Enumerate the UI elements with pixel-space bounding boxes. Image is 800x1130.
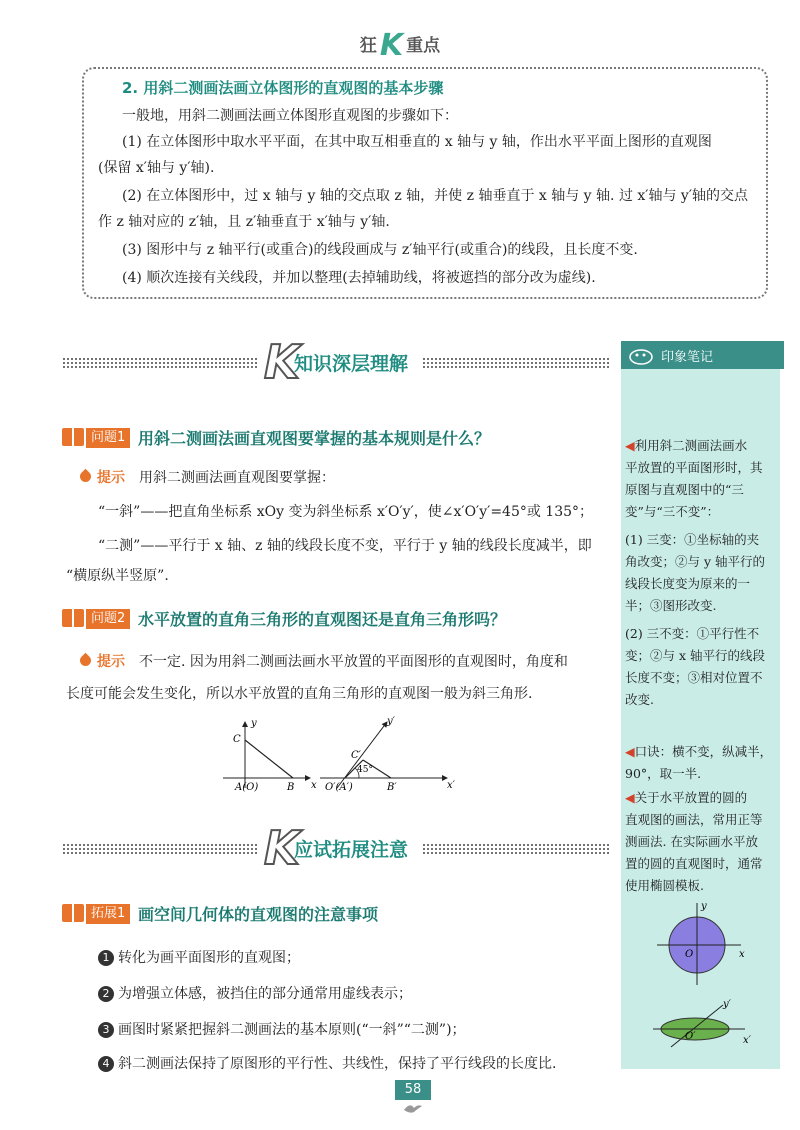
side-notes-title: 印象笔记 bbox=[661, 350, 714, 365]
number-badge: 3 bbox=[98, 1022, 114, 1038]
note-line: 90°，取一半. bbox=[625, 766, 702, 781]
label-x: x bbox=[311, 780, 317, 791]
label-b: B bbox=[287, 782, 295, 793]
q1-hint bbox=[80, 464, 335, 492]
note-line: 长度不变；③相对位置不 bbox=[625, 670, 763, 685]
question-title: 水平放置的直角三角形的直观图还是直角三角形吗？ bbox=[138, 610, 507, 629]
note-line: (2) 三不变：①平行性不 bbox=[625, 626, 760, 641]
ext-item-text: 转化为画平面图形的直观图； bbox=[118, 950, 300, 966]
extension-title: 画空间几何体的直观图的注意事项 bbox=[138, 905, 379, 924]
ext-item-text: 斜二测画法保持了原图形的平行性、共线性，保持了平行线段的长度比. bbox=[118, 1056, 557, 1072]
label-y: y bbox=[701, 901, 707, 912]
arrow-icon: ◀ bbox=[625, 438, 635, 453]
extension-tag: 拓展1 bbox=[86, 904, 130, 924]
note-line: (1) 三变：①坐标轴的夹 bbox=[625, 532, 760, 547]
side-note-4 bbox=[625, 741, 777, 785]
q1-line2: “二测”——平行于 x 轴、z 轴的线段长度不变，平行于 y 轴的线段长度减半，即 bbox=[98, 538, 592, 554]
banner-title: 应试拓展注意 bbox=[294, 839, 409, 861]
note-line: 测画法. 在实际画水平放 bbox=[625, 834, 758, 849]
ext-item-1 bbox=[98, 944, 300, 972]
label-y-prime: y′ bbox=[387, 716, 395, 727]
note-line: 半；③图形改变. bbox=[625, 598, 717, 613]
label-b-prime: B′ bbox=[387, 782, 397, 793]
banner-k-icon: K bbox=[264, 335, 300, 389]
q2-line2: 长度可能会发生变化，所以水平放置的直角三角形的直观图一般为斜三角形. bbox=[66, 686, 533, 702]
ellipse-figure bbox=[649, 995, 759, 1055]
ext-item-4 bbox=[98, 1050, 556, 1078]
note-line: 线段长度变为原来的一 bbox=[625, 576, 751, 591]
note-line: 改变. bbox=[625, 692, 654, 707]
q1-line3: “横原纵半竖原”. bbox=[66, 568, 169, 584]
note-line: 平放置的平面图形时，其 bbox=[625, 460, 763, 475]
side-note-1 bbox=[625, 435, 777, 523]
banner-dots-left bbox=[62, 843, 258, 855]
note-line: 直观图的画法，常用正等 bbox=[625, 812, 763, 827]
section-banner-knowledge bbox=[62, 335, 610, 389]
label-x-prime: x′ bbox=[447, 780, 455, 791]
q1-hint-text: 用斜二测画法画直观图要掌握： bbox=[139, 470, 335, 486]
section-banner-exam bbox=[62, 821, 610, 875]
question-1-heading bbox=[62, 426, 602, 450]
side-note-3 bbox=[625, 623, 777, 711]
label-c-prime: C′ bbox=[351, 750, 361, 761]
hint-label: 提示 bbox=[97, 470, 125, 486]
question-tag: 问题2 bbox=[86, 609, 130, 629]
note-line: 角改变；②与 y 轴平行的 bbox=[625, 554, 766, 569]
number-badge: 2 bbox=[98, 986, 114, 1002]
side-note-5 bbox=[625, 787, 777, 897]
arrow-icon: ◀ bbox=[625, 790, 635, 805]
leaf-icon bbox=[78, 469, 94, 485]
banner-dots-right bbox=[422, 357, 610, 369]
label-ao: A(O) bbox=[235, 782, 259, 793]
side-note-2 bbox=[625, 529, 777, 617]
brand-pre: 狂 bbox=[359, 36, 377, 56]
note-line: 使用椭圆模板. bbox=[625, 878, 704, 893]
steps-title: 2. 用斜二测画法画立体图形的直观图的基本步骤 bbox=[122, 79, 444, 97]
question-title: 用斜二测画法画直观图要掌握的基本规则是什么？ bbox=[138, 429, 491, 448]
book-icon bbox=[62, 428, 84, 446]
label-o: O bbox=[685, 949, 694, 960]
note-line: 变”与“三不变”： bbox=[625, 504, 720, 519]
step-4: (4) 顺次连接有关线段，并加以整理(去掉辅助线，将被遮挡的部分改为虚线). bbox=[122, 270, 596, 286]
ext-item-3 bbox=[98, 1016, 466, 1044]
book-icon bbox=[62, 609, 84, 627]
leaf-icon bbox=[78, 653, 94, 669]
note-line: 利用斜二测画法画水 bbox=[634, 438, 748, 453]
ext-item-text: 画图时紧紧把握斜二测画法的基本原则(“一斜”“二测”)； bbox=[118, 1022, 466, 1038]
question-2-heading bbox=[62, 607, 602, 631]
side-notes-header bbox=[621, 341, 784, 369]
banner-title: 知识深层理解 bbox=[294, 353, 409, 375]
label-c: C bbox=[233, 734, 241, 745]
note-line: 置的圆的直观图时，通常 bbox=[625, 856, 763, 871]
question-tag: 问题1 bbox=[86, 428, 130, 448]
circle-figure bbox=[651, 899, 751, 989]
steps-box bbox=[82, 67, 768, 299]
side-notes-panel bbox=[621, 369, 780, 1069]
step-2-line1: (2) 在立体图形中，过 x 轴与 y 轴的交点取 z 轴，并使 z 轴垂直于 x 轴与 y 轴. 过 x′轴与 y′轴的交点 bbox=[122, 188, 749, 204]
steps-intro: 一般地，用斜二测画法画立体图形直观图的步骤如下： bbox=[122, 108, 458, 124]
note-line: 关于水平放置的圆的 bbox=[634, 790, 748, 805]
note-line: 变；②与 x 轴平行的线段 bbox=[625, 648, 765, 663]
ext-item-text: 为增强立体感，被挡住的部分通常用虚线表示； bbox=[118, 986, 412, 1002]
ext-item-2 bbox=[98, 980, 412, 1008]
number-badge: 1 bbox=[98, 950, 114, 966]
step-1-line2: (保留 x′轴与 y′轴). bbox=[98, 160, 215, 176]
note-line: 口诀：横不变，纵减半， bbox=[634, 744, 773, 759]
banner-dots-left bbox=[62, 357, 258, 369]
arrow-icon: ◀ bbox=[625, 744, 635, 759]
step-3: (3) 图形中与 z 轴平行(或重合)的线段画成与 z′轴平行(或重合)的线段，且长度不变. bbox=[122, 242, 638, 258]
page-number: 58 bbox=[395, 1080, 431, 1100]
q2-hint-text: 不一定. 因为用斜二测画法画水平放置的平面图形的直观图时，角度和 bbox=[139, 654, 568, 670]
label-x-prime: x′ bbox=[743, 1035, 751, 1046]
book-icon bbox=[62, 904, 84, 922]
step-1-line1: (1) 在立体图形中取水平平面，在其中取互相垂直的 x 轴与 y 轴，作出水平平面上图形的直观图 bbox=[122, 134, 712, 150]
label-x: x bbox=[739, 949, 745, 960]
hypotenuse bbox=[245, 740, 293, 778]
triangle-figure bbox=[215, 712, 475, 797]
brand-title bbox=[330, 28, 470, 63]
q2-hint bbox=[80, 648, 568, 676]
note-line: 原图与直观图中的“三 bbox=[625, 482, 744, 497]
brand-k-logo: K bbox=[379, 28, 404, 63]
label-oa-prime: O′(A′) bbox=[325, 782, 353, 793]
label-y-prime: y′ bbox=[723, 999, 731, 1010]
bird-icon bbox=[402, 1102, 424, 1114]
label-angle: 45° bbox=[357, 765, 373, 775]
extension-1-heading bbox=[62, 902, 602, 926]
number-badge: 4 bbox=[98, 1056, 114, 1072]
banner-k-icon: K bbox=[264, 821, 300, 875]
step-2-line2: 作 z 轴对应的 z′轴，且 z′轴垂直于 x′轴与 y′轴. bbox=[98, 214, 390, 230]
label-y: y bbox=[251, 718, 257, 729]
brand-post: 重点 bbox=[406, 36, 441, 56]
label-o-prime: O′ bbox=[685, 1031, 696, 1042]
cartoon-icon bbox=[627, 344, 657, 366]
hint-label: 提示 bbox=[97, 654, 125, 670]
banner-dots-right bbox=[422, 843, 610, 855]
q1-line1: “一斜”——把直角坐标系 xOy 变为斜坐标系 x′O′y′，使∠x′O′y′=45°或 135°； bbox=[98, 504, 594, 520]
